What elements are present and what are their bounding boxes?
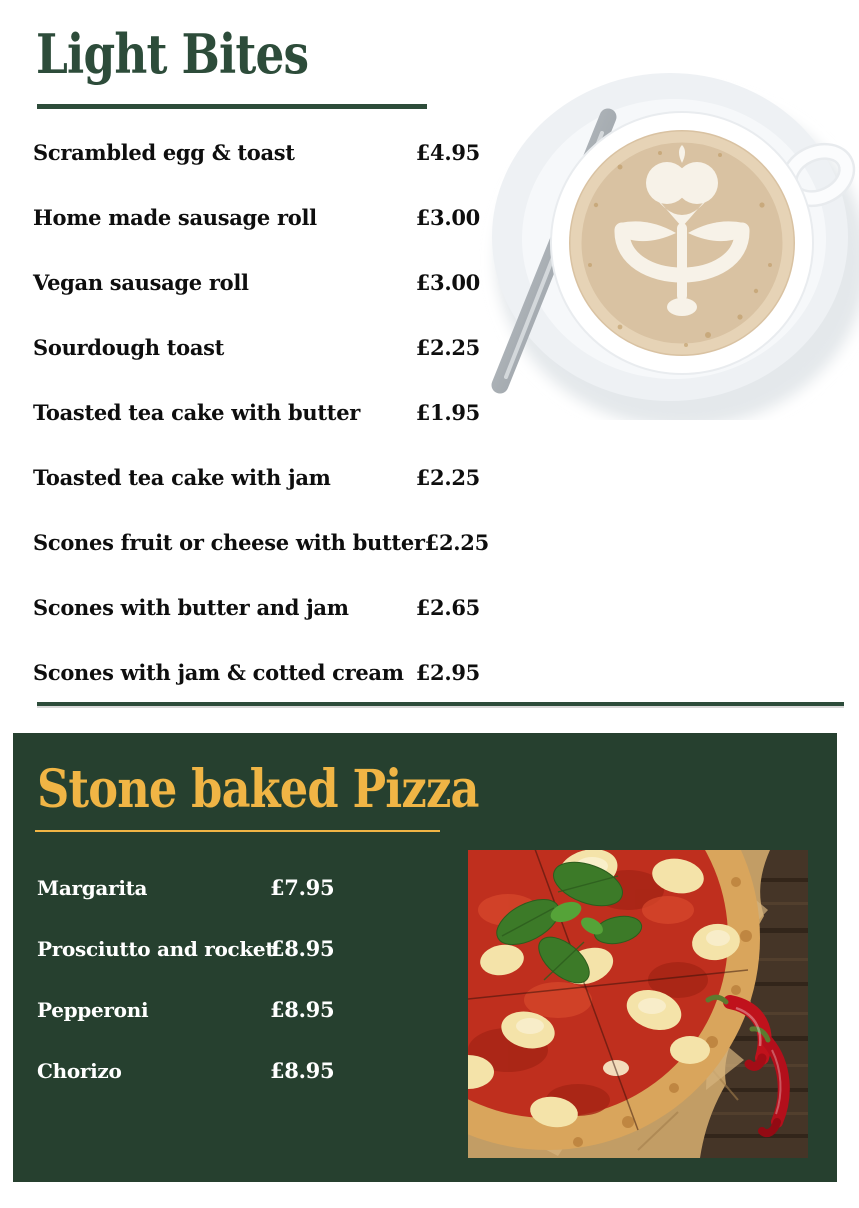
stone-baked-pizza-section <box>13 733 837 1182</box>
item-name: Sourdough toast <box>33 335 225 360</box>
menu-item-row <box>33 335 480 361</box>
pizza-title-divider <box>35 830 440 832</box>
menu-item-row <box>33 205 480 231</box>
item-name: Scones with jam & cotted cream <box>33 660 404 685</box>
menu-item-row <box>37 997 367 1023</box>
item-name: Prosciutto and rocket <box>37 937 275 961</box>
menu-item-row <box>33 465 480 491</box>
item-price: £2.25 <box>415 335 480 360</box>
menu-item-row <box>37 1058 367 1084</box>
item-price: £8.95 <box>270 997 335 1022</box>
menu-item-row <box>33 530 489 556</box>
item-price: £8.95 <box>270 1058 335 1083</box>
item-price: £3.00 <box>415 205 480 230</box>
pizza-title: Stone baked Pizza <box>37 759 479 820</box>
item-price: £2.25 <box>415 465 480 490</box>
menu-item-row <box>33 400 480 426</box>
menu-item-row <box>37 936 367 962</box>
menu-item-row <box>33 140 480 166</box>
item-price: £7.95 <box>270 875 335 900</box>
item-name: Toasted tea cake with jam <box>33 465 331 490</box>
item-name: Vegan sausage roll <box>33 270 249 295</box>
item-price: £3.00 <box>415 270 480 295</box>
menu-item-row <box>33 595 480 621</box>
item-name: Toasted tea cake with butter <box>33 400 361 425</box>
pizza-photo <box>468 850 808 1158</box>
coffee-photo <box>470 55 859 420</box>
item-name: Scones fruit or cheese with butter <box>33 530 425 555</box>
item-price: £2.25 <box>424 530 489 555</box>
menu-item-row <box>33 270 480 296</box>
item-name: Scrambled egg & toast <box>33 140 295 165</box>
item-name: Chorizo <box>37 1059 122 1083</box>
pizza-list <box>37 875 367 1119</box>
item-name: Scones with butter and jam <box>33 595 349 620</box>
item-price: £2.65 <box>415 595 480 620</box>
item-name: Home made sausage roll <box>33 205 317 230</box>
item-price: £2.95 <box>415 660 480 685</box>
item-price: £1.95 <box>415 400 480 425</box>
menu-item-row <box>33 660 480 686</box>
item-price: £4.95 <box>415 140 480 165</box>
menu-item-row <box>37 875 367 901</box>
item-price: £8.95 <box>270 936 335 961</box>
section-divider <box>37 702 844 706</box>
item-name: Pepperoni <box>37 998 149 1022</box>
item-name: Margarita <box>37 876 148 900</box>
light-bites-title: Light Bites <box>36 22 309 86</box>
light-bites-title-divider <box>37 104 427 109</box>
light-bites-list <box>33 140 489 725</box>
